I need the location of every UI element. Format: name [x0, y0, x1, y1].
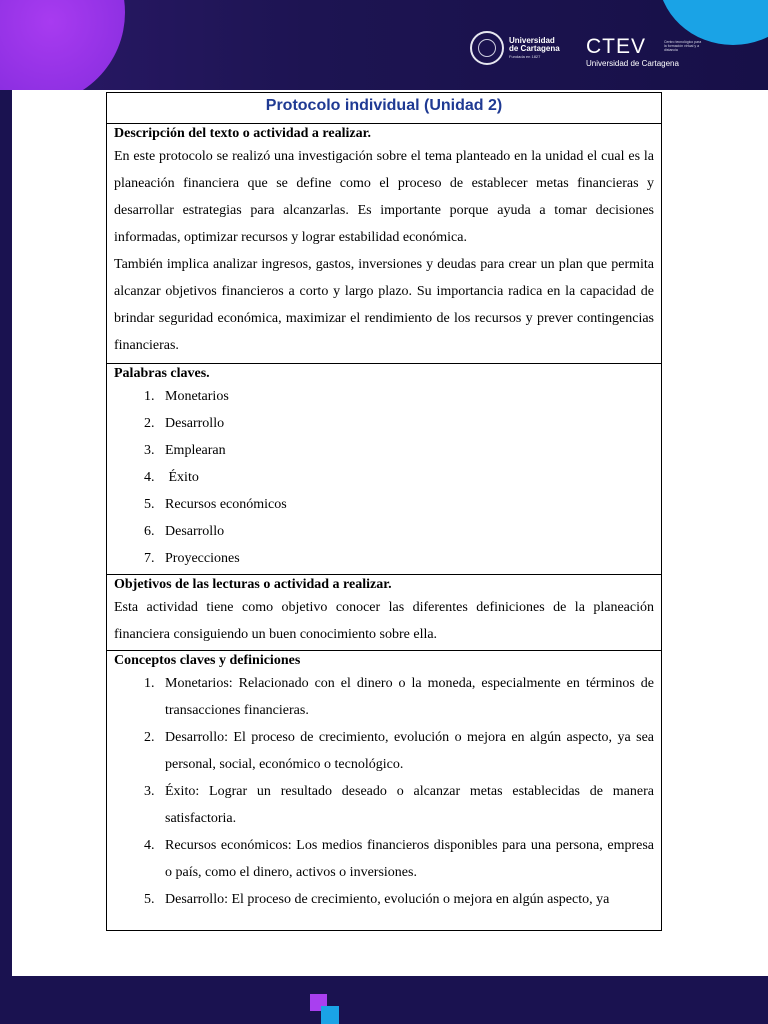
- keyword-item: 1. Monetarios: [158, 383, 654, 410]
- universidad-cartagena-logo: [470, 30, 560, 66]
- keywords-list: [114, 383, 654, 572]
- university-seal-icon: [470, 31, 504, 65]
- keywords-heading: Palabras claves.: [114, 366, 210, 381]
- objectives-heading: Objetivos de las lecturas o actividad a realizar.: [114, 577, 392, 592]
- ctev-subtitle: Universidad de Cartagena: [586, 59, 679, 68]
- description-paragraph-2: También implica analizar ingresos, gastos, inversiones y deudas para crear un plan que permita alcanzar objetivos financieros a corto y largo plazo. Su importancia radica en la capacidad de brindar seguridad económica, maximizar el rendimiento de los recursos y prever contingencias financieras.: [114, 257, 654, 353]
- concepts-list: [114, 670, 654, 913]
- ctev-tagline: Centro tecnológico para la formación virtual y a distancia: [664, 40, 702, 53]
- keyword-item: 3. Emplearan: [158, 437, 654, 464]
- concept-item: 1. Monetarios: Relacionado con el dinero o la moneda, especialmente en términos de transacciones financieras.: [158, 670, 654, 724]
- concept-item: 4. Recursos económicos: Los medios financieros disponibles para una persona, empresa o país, como el dinero, activos o inversiones.: [158, 832, 654, 886]
- purple-decoration: [0, 0, 125, 90]
- page-header: [0, 0, 768, 90]
- concepts-clip: [114, 670, 654, 930]
- concepts-section: [107, 651, 662, 931]
- objectives-text: Esta actividad tiene como objetivo conocer las diferentes definiciones de la planeación financiera consiguiendo un buen conocimiento sobre ella.: [114, 600, 654, 642]
- concepts-heading: Conceptos claves y definiciones: [114, 653, 301, 668]
- keywords-section: [107, 364, 662, 575]
- description-section: [107, 124, 662, 364]
- description-paragraph-1: En este protocolo se realizó una investigación sobre el tema planteado en la unidad el cual es la planeación financiera que se define como el proceso de establecer metas financieras y desarrollar estrategias para alcanzarlas. Es importante porque ayuda a tomar decisiones informadas, optimizar recursos y lograr estabilidad económica.: [114, 149, 654, 245]
- keyword-item: 6. Desarrollo: [158, 518, 654, 545]
- keyword-item: 4. Éxito: [158, 464, 654, 491]
- keyword-item: 7. Proyecciones: [158, 545, 654, 572]
- concept-item: 5. Desarrollo: El proceso de crecimiento, evolución o mejora en algún aspecto, ya: [158, 886, 654, 913]
- concept-item: 3. Éxito: Lograr un resultado deseado o alcanzar metas establecidas de manera satisfactoria.: [158, 778, 654, 832]
- university-name-line2: de Cartagena: [509, 44, 560, 53]
- keyword-item: 2. Desarrollo: [158, 410, 654, 437]
- footer-blue-square: [321, 1006, 339, 1024]
- document-title: Protocolo individual (Unidad 2): [107, 93, 662, 124]
- description-heading: Descripción del texto o actividad a realizar.: [114, 126, 372, 141]
- keyword-item: 5. Recursos económicos: [158, 491, 654, 518]
- ctev-logo: [586, 35, 702, 68]
- ctev-title: CTEV: [586, 35, 647, 58]
- university-founded: Fundada en 1827: [509, 54, 541, 59]
- objectives-section: [107, 575, 662, 651]
- university-name-line1: Universidad: [509, 36, 555, 45]
- concept-item: 2. Desarrollo: El proceso de crecimiento, evolución o mejora en algún aspecto, ya sea personal, social, económico o tecnológico.: [158, 724, 654, 778]
- protocol-table: [106, 92, 662, 931]
